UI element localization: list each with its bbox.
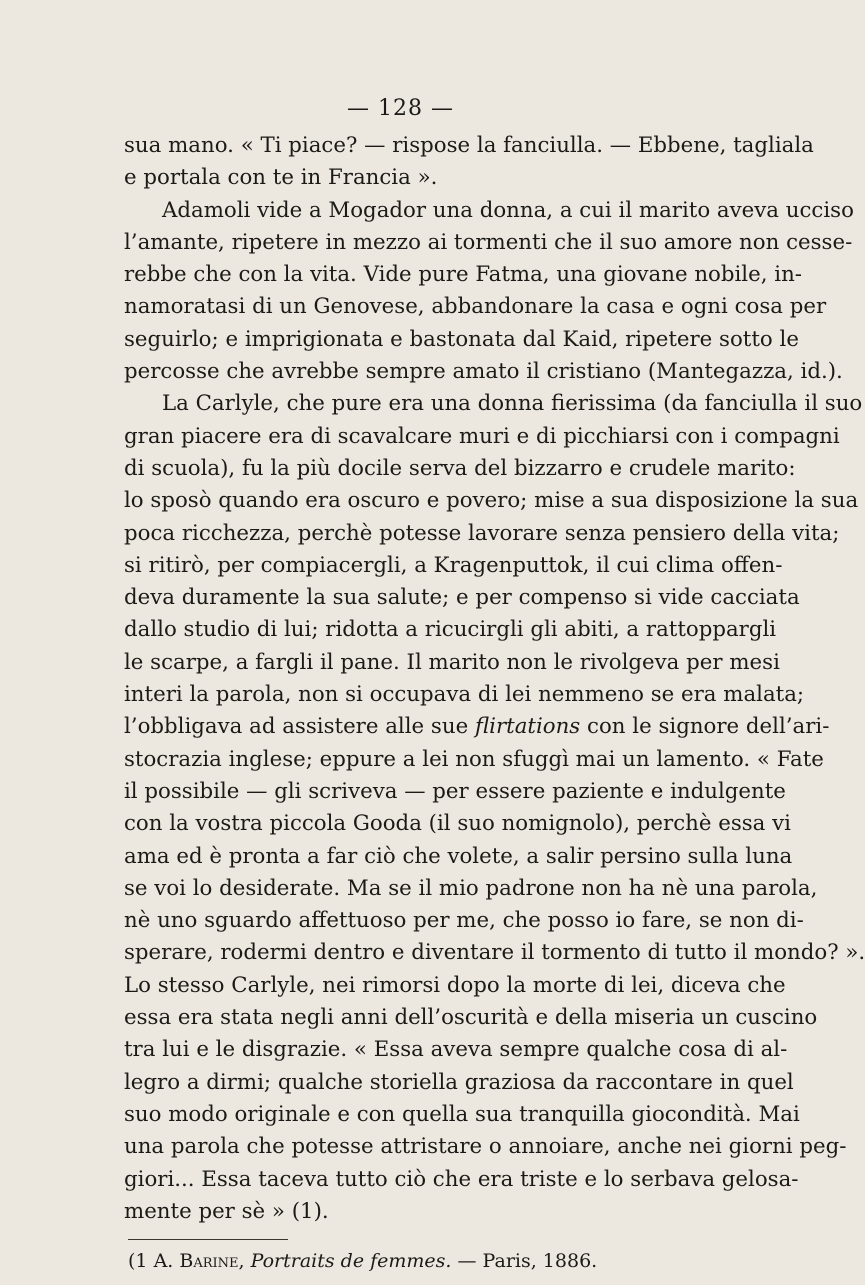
text-line: il possibile — gli scriveva — per essere paziente e indulgente [124,778,786,804]
text-line: di scuola), fu la più docile serva del bizzarro e crudele marito: [124,455,796,481]
text-line: lo sposò quando era oscuro e povero; mise a sua disposizione la sua [124,488,859,514]
text-line: se voi lo desiderate. Ma se il mio padrone non ha nè una parola, [124,875,818,901]
text-line: poca ricchezza, perchè potesse lavorare senza pensiero della vita; [124,520,840,546]
text-line: Adamoli vide a Mogador una donna, a cui il marito aveva ucciso [162,197,854,223]
footnote-title: Portraits de femmes. [250,1250,452,1272]
text-line: gran piacere era di scavalcare muri e di picchiarsi con i compagni [124,423,840,449]
text-line [124,711,830,743]
footnote [128,1248,748,1274]
text-line: percosse che avrebbe sempre amato il cristiano (Mantegazza, id.). [124,359,843,385]
page-number: — 128 — [347,96,454,121]
text-line: ama ed è pronta a far ciò che volete, a salir persino sulla luna [124,843,793,869]
footnote-author: A. Barine, [153,1250,245,1272]
text-line: nè uno sguardo affettuoso per me, che posso io fare, se non di- [124,908,804,934]
footnote-rest: — Paris, 1886. [457,1250,598,1272]
text-line: con la vostra piccola Gooda (il suo nomignolo), perchè essa vi [124,811,791,837]
text-line: una parola che potesse attristare o annoiare, anche nei giorni peg- [124,1134,847,1160]
text-line: interi la parola, non si occupava di lei nemmeno se era malata; [124,682,805,708]
text-line: suo modo originale e con quella sua tranquilla giocondità. Mai [124,1101,800,1127]
text-line: le scarpe, a fargli il pane. Il marito non le rivolgeva per mesi [124,649,780,675]
text-line: si ritirò, per compiacergli, a Kragenputtok, il cui clima offen- [124,552,783,578]
body-text [124,130,865,1228]
text-line: sua mano. « Ti piace? — rispose la fanciulla. — Ebbene, tagliala [124,133,814,158]
text-segment: con le signore dell’ari- [587,714,830,740]
text-line: tra lui e le disgrazie. « Essa aveva sempre qualche cosa di al- [124,1037,788,1063]
text-line: rebbe che con la vita. Vide pure Fatma, una giovane nobile, in- [124,262,802,288]
text-line: stocrazia inglese; eppure a lei non sfuggì mai un lamento. « Fate [124,746,824,772]
text-line: La Carlyle, che pure era una donna fierissima (da fanciulla il suo [162,391,863,417]
text-line: essa era stata negli anni dell’oscurità e della miseria un cuscino [124,1005,818,1031]
text-line: giori... Essa taceva tutto ciò che era triste e lo serbava gelosa- [124,1166,799,1192]
italic-term: flirtations [474,714,581,740]
footnote-marker: (1 [128,1250,148,1272]
footnote-divider [128,1239,288,1240]
text-line: dallo studio di lui; ridotta a ricucirgli gli abiti, a rattoppargli [124,617,777,643]
text-segment: l’obbligava ad assistere alle sue [124,714,469,740]
text-line: Lo stesso Carlyle, nei rimorsi dopo la morte di lei, diceva che [124,972,786,998]
text-line: sperare, rodermi dentro e diventare il tormento di tutto il mondo? ». [124,940,865,966]
text-line: namoratasi di un Genovese, abbandonare la casa e ogni cosa per [124,294,827,320]
text-line: e portala con te in Francia ». [124,165,438,191]
text-line: deva duramente la sua salute; e per compenso si vide cacciata [124,585,800,611]
text-line: l’amante, ripetere in mezzo ai tormenti che il suo amore non cesse- [124,229,853,255]
text-line: mente per sè » (1). [124,1198,329,1224]
text-line: seguirlo; e imprigionata e bastonata dal Kaid, ripetere sotto le [124,326,799,352]
text-line: legro a dirmi; qualche storiella graziosa da raccontare in quel [124,1069,794,1095]
